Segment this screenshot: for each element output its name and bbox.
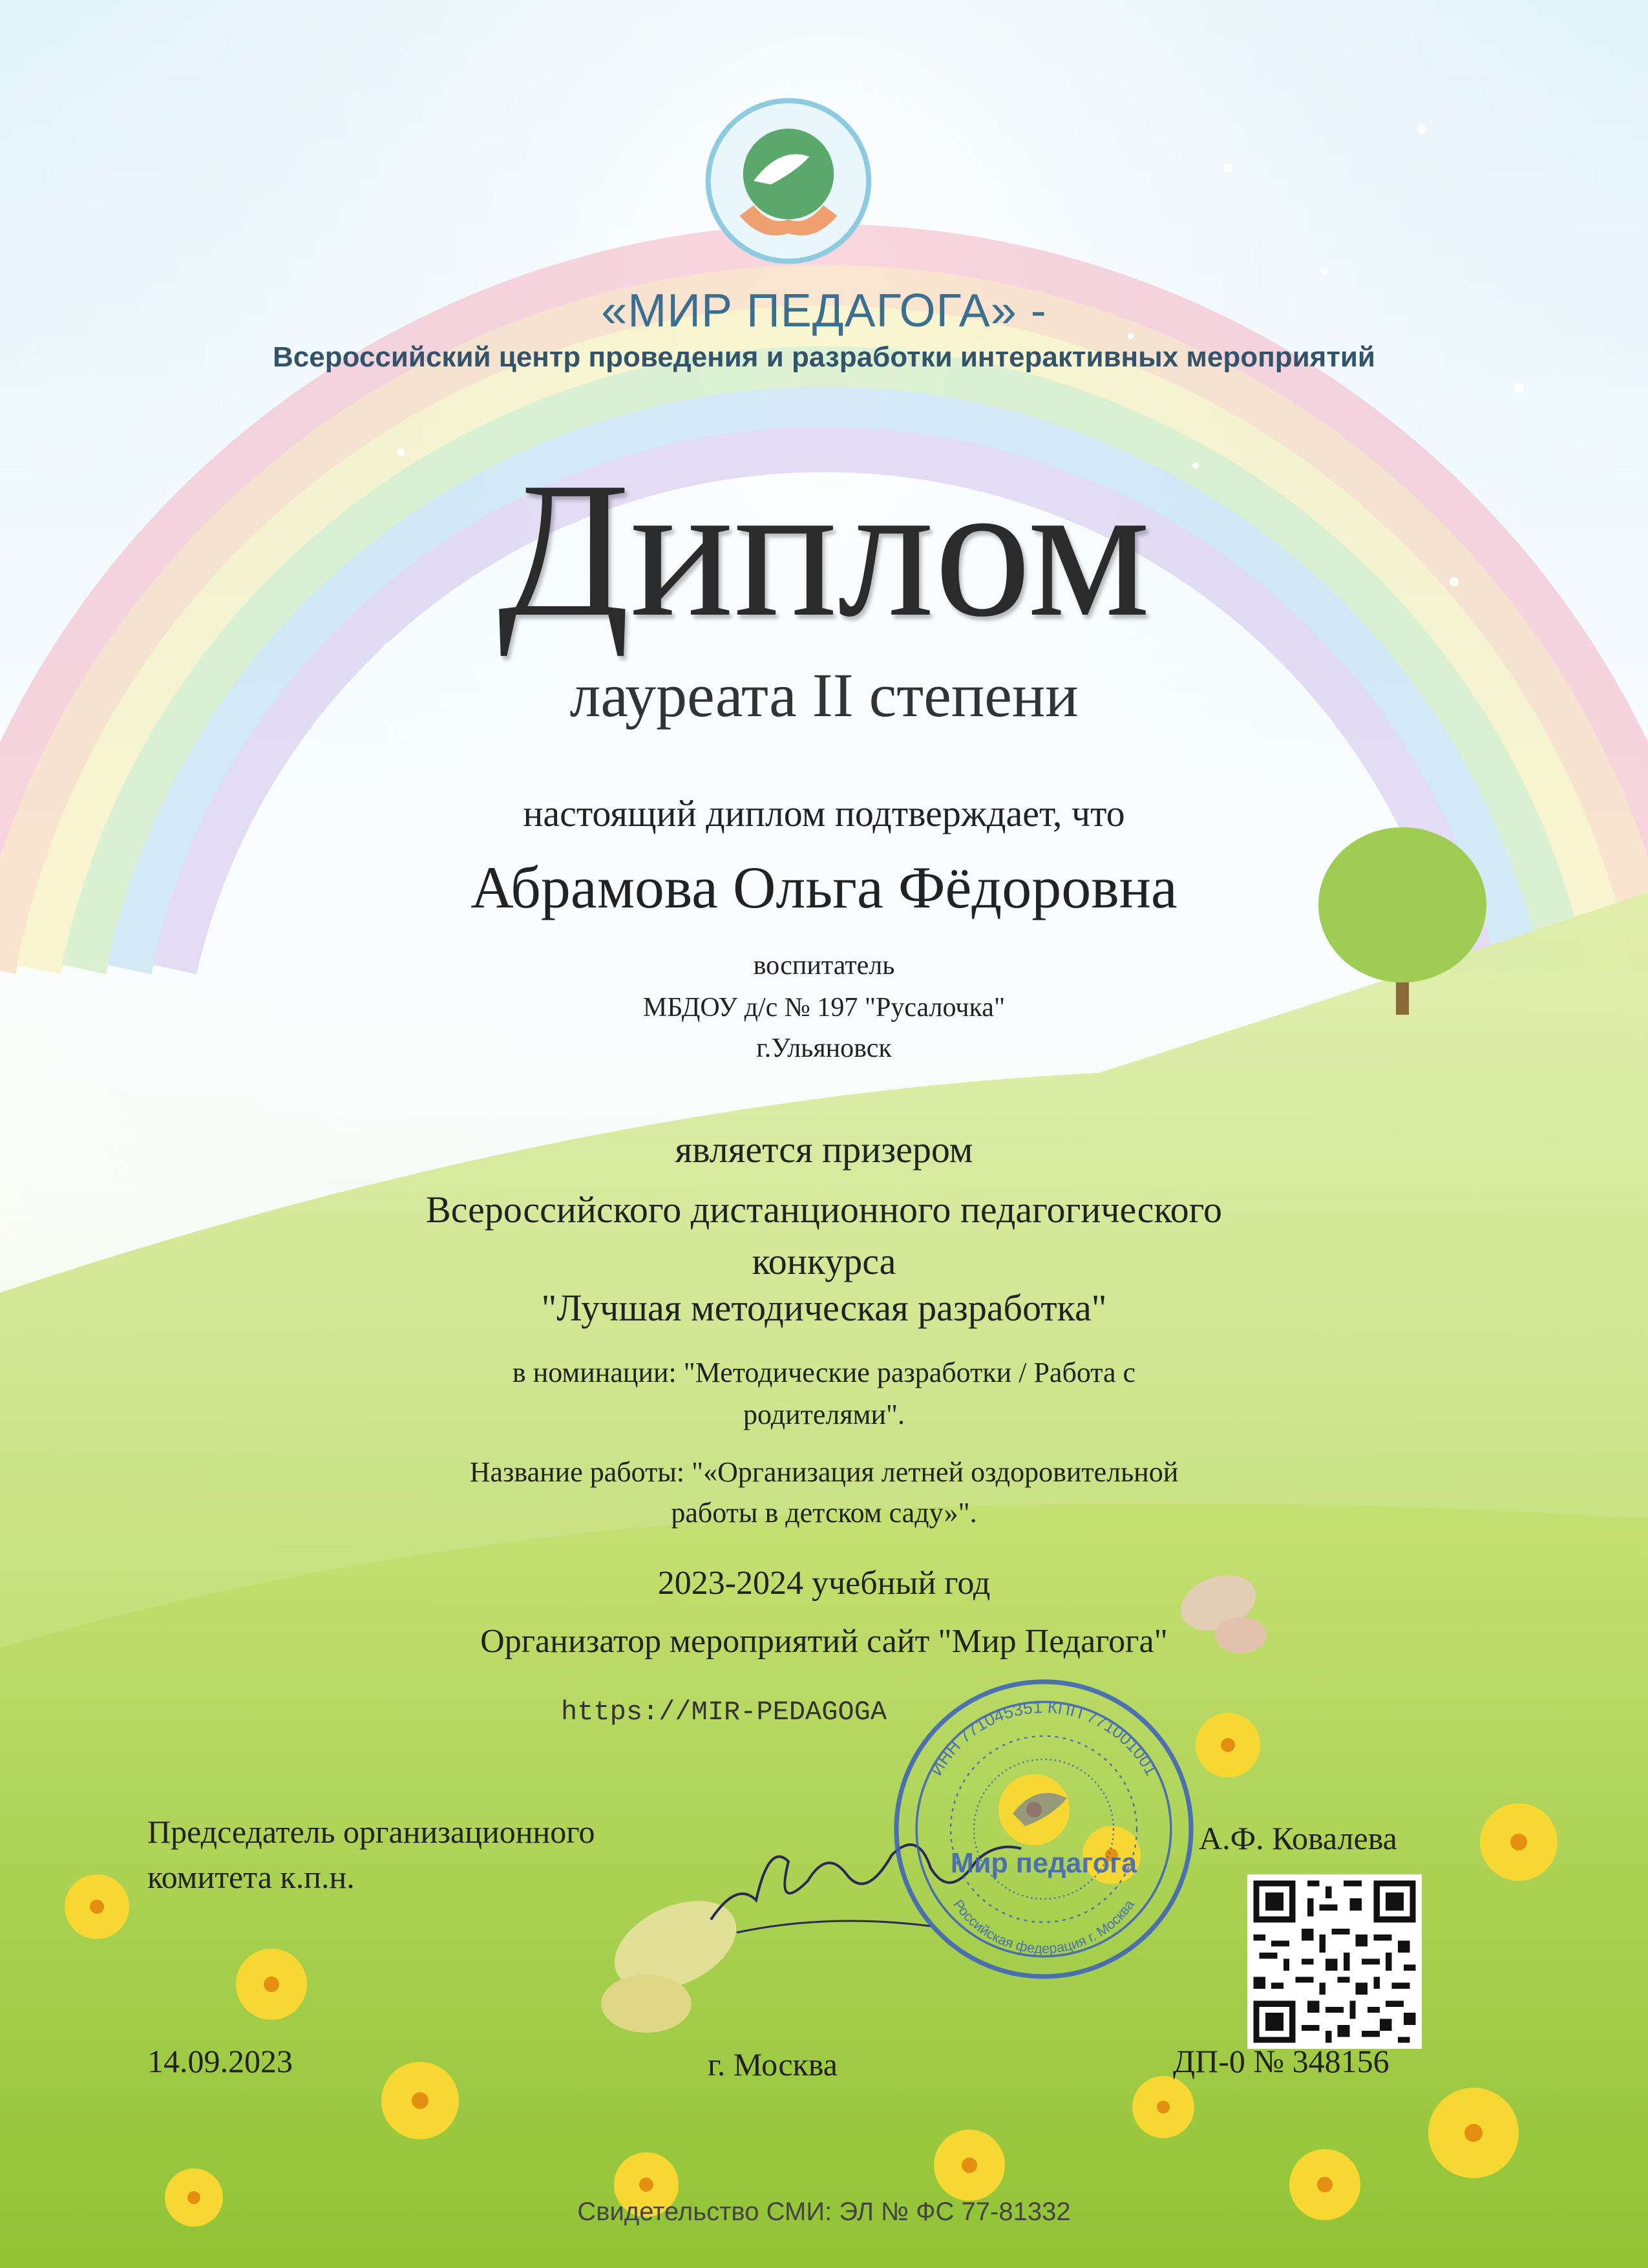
nomination-line-2: родителями". [743, 1399, 905, 1430]
contest-name: "Лучшая методическая разработка" [541, 1287, 1107, 1329]
recipient-name: Абрамова Ольга Фёдоровна [470, 854, 1178, 920]
organization-subtitle: Всероссийский центр проведения и разработки интерактивных мероприятий [273, 341, 1375, 373]
issue-place: г. Москва [708, 2046, 838, 2083]
confirm-text: настоящий диплом подтверждает, что [523, 792, 1125, 834]
chair-title-line-1: Председатель организационного [147, 1814, 595, 1850]
seal-stamp [889, 1674, 1199, 1984]
work-title-line-1: Название работы: "«Организация летней оздоровительной [469, 1456, 1179, 1488]
diploma-title: Диплом [498, 442, 1150, 657]
chair-title-line-2: комитета к.п.н. [147, 1859, 355, 1895]
recipient-institution: МБДОУ д/с № 197 "Русалочка" [642, 993, 1006, 1023]
stamp-center-text: Мир педагога [950, 1848, 1137, 1880]
svg-text:Российская федерация г. Москва [950, 1896, 1137, 1957]
contest-line-1: Всероссийского дистанционного педагогического [426, 1189, 1222, 1231]
qr-code[interactable] [1247, 1874, 1422, 2049]
signer-name: А.Ф. Ковалева [1199, 1820, 1397, 1856]
issue-date: 14.09.2023 [147, 2043, 293, 2079]
document-number: ДП-0 № 348156 [1173, 2043, 1389, 2079]
award-status: является призером [675, 1129, 973, 1171]
nomination-line-1: в номинации: "Методические разработки / Работа с [512, 1357, 1136, 1388]
website-url: https://MIR-PEDAGOGA [561, 1697, 887, 1728]
recipient-position: воспитатель [753, 951, 895, 980]
organizer-text: Организатор мероприятий сайт "Мир Педагога" [480, 1623, 1168, 1660]
stamp-bottom-text: Российская федерация г. Москва [950, 1896, 1137, 1957]
recipient-city: г.Ульяновск [756, 1033, 892, 1063]
dove-globe-hands-logo [701, 94, 876, 268]
work-title-line-2: работы в детском саду»". [671, 1497, 977, 1529]
school-year: 2023-2024 учебный год [657, 1565, 991, 1602]
organization-name: «МИР ПЕДАГОГА» - [601, 285, 1047, 337]
diploma-degree: лауреата II степени [569, 661, 1079, 730]
stamp-top-text: ИНН 771045351 КПП 771001001 [926, 1697, 1161, 1779]
media-registration: Свидетельство СМИ: ЭЛ № ФС 77-81332 [577, 2198, 1071, 2226]
contest-line-2: конкурса [752, 1240, 896, 1282]
